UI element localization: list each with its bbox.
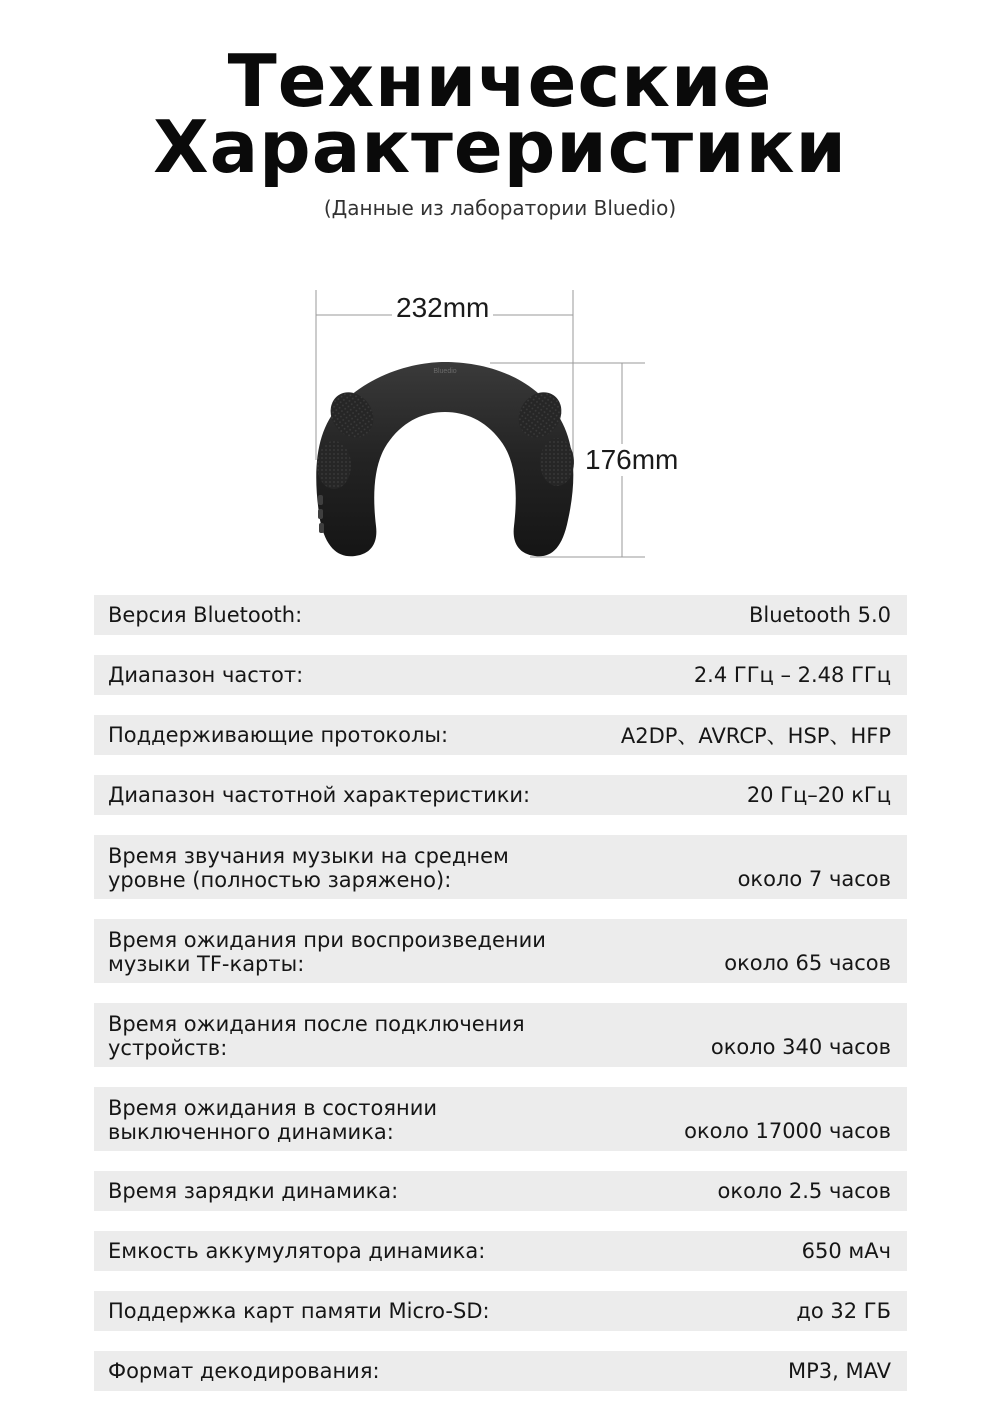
spec-label: Время ожидания в состоянии выключенного динамика:	[108, 1096, 438, 1144]
spec-row-frequency-range	[94, 655, 907, 695]
spec-value: около 65 часов	[724, 951, 891, 975]
spec-row-micro-sd	[94, 1291, 907, 1331]
spec-label: Время ожидания при воспроизведении музыки TF-карты:	[108, 928, 546, 976]
spec-value: около 2.5 часов	[717, 1179, 891, 1203]
speaker-body	[316, 362, 573, 556]
height-dimension-label: 176mm	[585, 444, 679, 475]
spec-label: Время звучания музыки на среднем уровне (полностью заряжено):	[108, 844, 509, 892]
button-1	[318, 495, 323, 505]
spec-table	[94, 595, 907, 1411]
spec-row-connected-standby	[94, 1003, 907, 1067]
page-title-line1: Технические	[227, 39, 773, 123]
spec-label: Время зарядки динамика:	[108, 1179, 399, 1203]
spec-row-bluetooth-version	[94, 595, 907, 635]
grille-side-right	[540, 438, 574, 486]
brand-mark: Bluedio	[433, 368, 457, 375]
spec-row-off-standby	[94, 1087, 907, 1151]
spec-value: около 17000 часов	[684, 1119, 891, 1143]
spec-label: Поддержка карт памяти Micro-SD:	[108, 1299, 490, 1323]
spec-value: около 7 часов	[737, 867, 891, 891]
button-2	[318, 509, 323, 519]
spec-label: Емкость аккумулятора динамика:	[108, 1239, 486, 1263]
spec-row-charging-time	[94, 1171, 907, 1211]
spec-label: Формат декодирования:	[108, 1359, 380, 1383]
product-figure	[300, 280, 720, 570]
spec-label: Диапазон частот:	[108, 663, 304, 687]
neckband-speaker-image	[300, 280, 720, 570]
grille-side-left	[317, 441, 351, 489]
spec-label: Версия Bluetooth:	[108, 603, 303, 627]
spec-value: около 340 часов	[710, 1035, 891, 1059]
spec-row-decoding-format	[94, 1351, 907, 1391]
spec-label: Время ожидания после подключения устройств:	[108, 1012, 525, 1060]
spec-label: Диапазон частотной характеристики:	[108, 783, 531, 807]
spec-value: 20 Гц–20 кГц	[746, 783, 891, 807]
spec-value: до 32 ГБ	[796, 1299, 891, 1323]
width-dimension-label: 232mm	[392, 292, 493, 324]
spec-value: 2.4 ГГц – 2.48 ГГц	[693, 663, 891, 687]
spec-value: MP3, MAV	[787, 1359, 891, 1383]
page-title	[0, 39, 1000, 189]
page-subtitle: (Данные из лаборатории Bluedio)	[323, 196, 677, 220]
button-3	[319, 523, 324, 533]
page-title-line2: Характеристики	[153, 105, 847, 189]
spec-row-frequency-response	[94, 775, 907, 815]
spec-value: A2DP、AVRCP、HSP、HFP	[620, 724, 891, 748]
spec-value: 650 мАч	[801, 1239, 891, 1263]
spec-row-music-playtime	[94, 835, 907, 899]
spec-row-battery-capacity	[94, 1231, 907, 1271]
spec-label: Поддерживающие протоколы:	[108, 723, 449, 747]
spec-value: Bluetooth 5.0	[748, 603, 891, 627]
spec-row-protocols	[94, 715, 907, 755]
spec-row-tf-playback-time	[94, 919, 907, 983]
